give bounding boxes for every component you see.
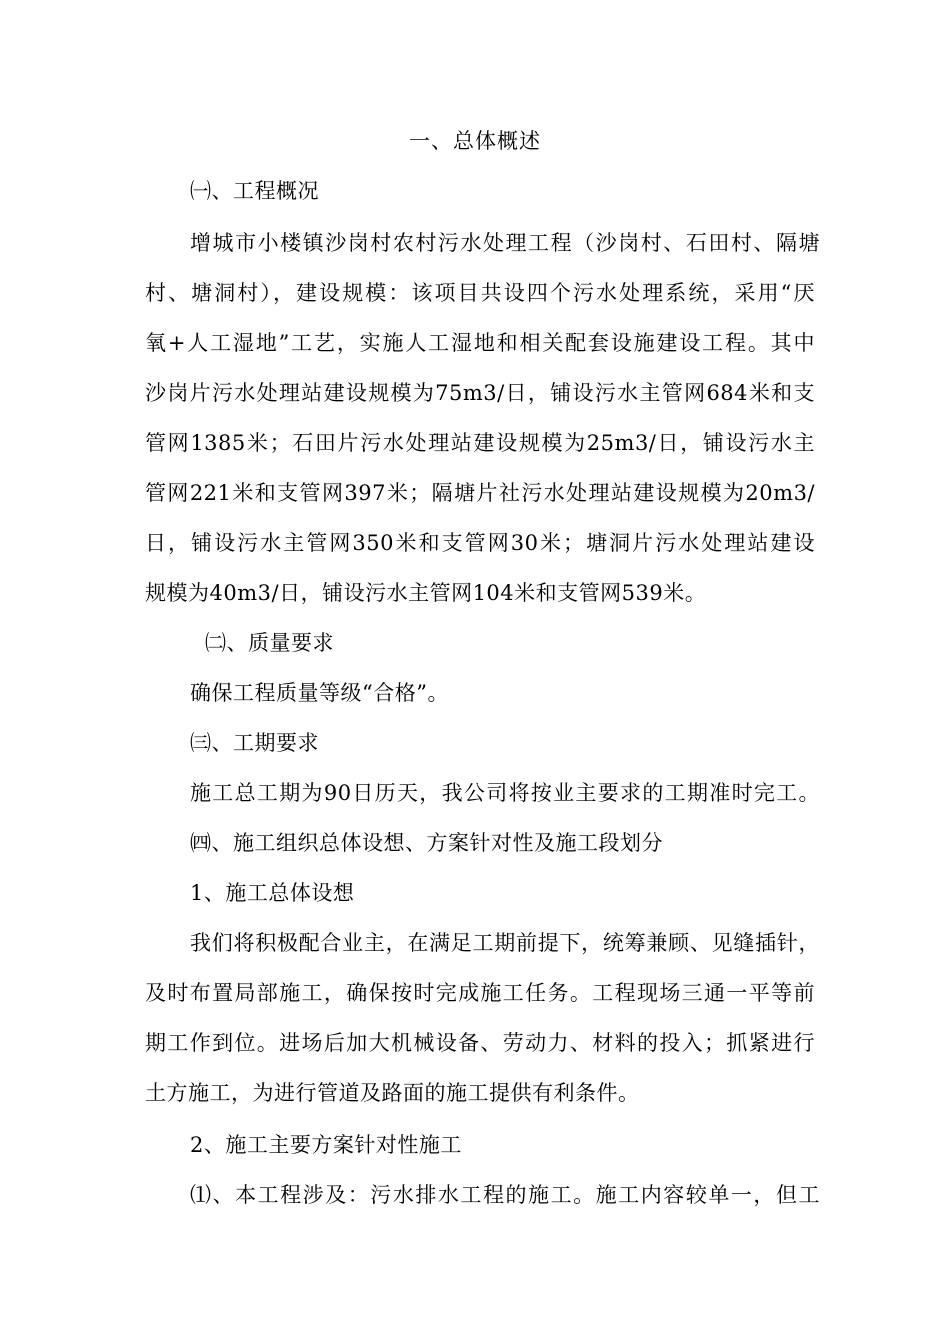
quality-text: 确保工程质量等级“合格”。 (190, 681, 449, 705)
plan-line-2: 及时布置局部施工，确保按时完成施工任务。工程现场三通一平等前 (145, 981, 815, 1005)
plan-line-4: 土方施工，为进行管道及路面的施工提供有利条件。 (145, 1081, 640, 1105)
overview-line-7: 日，铺设污水主管网350米和支管网30米；塘洞片污水处理站建设 (145, 531, 815, 555)
heading-project-overview: ㈠、工程概况 (190, 179, 319, 203)
heading-schedule: ㈢、工期要求 (190, 731, 319, 755)
subheading-main-plan: 2、施工主要方案针对性施工 (190, 1133, 462, 1157)
overview-line-1: 增城市小楼镇沙岗村农村污水处理工程（沙岗村、石田村、隔塘 (190, 231, 820, 255)
heading-quality: ㈡、质量要求 (205, 631, 334, 655)
overview-line-4: 沙岗片污水处理站建设规模为75m3/日，铺设污水主管网684米和支 (145, 381, 815, 405)
overview-line-3: 氧+人工湿地”工艺，实施人工湿地和相关配套设施建设工程。其中 (145, 331, 815, 355)
overview-line-5: 管网1385米；石田片污水处理站建设规模为25m3/日，铺设污水主 (145, 431, 815, 455)
subheading-general-plan: 1、施工总体设想 (190, 881, 355, 905)
heading-organization: ㈣、施工组织总体设想、方案针对性及施工段划分 (190, 831, 663, 855)
overview-line-6: 管网221米和支管网397米；隔塘片社污水处理站建设规模为20m3/ (145, 481, 815, 505)
section-title: 一、总体概述 (409, 129, 541, 153)
overview-line-2: 村、塘洞村），建设规模：该项目共设四个污水处理系统，采用“厌 (145, 281, 815, 305)
plan-line-3: 期工作到位。进场后加大机械设备、劳动力、材料的投入；抓紧进行 (145, 1031, 815, 1055)
item-1-text: ⑴、本工程涉及：污水排水工程的施工。施工内容较单一，但工 (190, 1183, 820, 1207)
plan-line-1: 我们将积极配合业主，在满足工期前提下，统筹兼顾、见缝插针， (190, 931, 820, 955)
schedule-text: 施工总工期为90日历天，我公司将按业主要求的工期准时完工。 (190, 781, 820, 805)
overview-line-8: 规模为40m3/日，铺设污水主管网104米和支管网539米。 (145, 581, 707, 605)
